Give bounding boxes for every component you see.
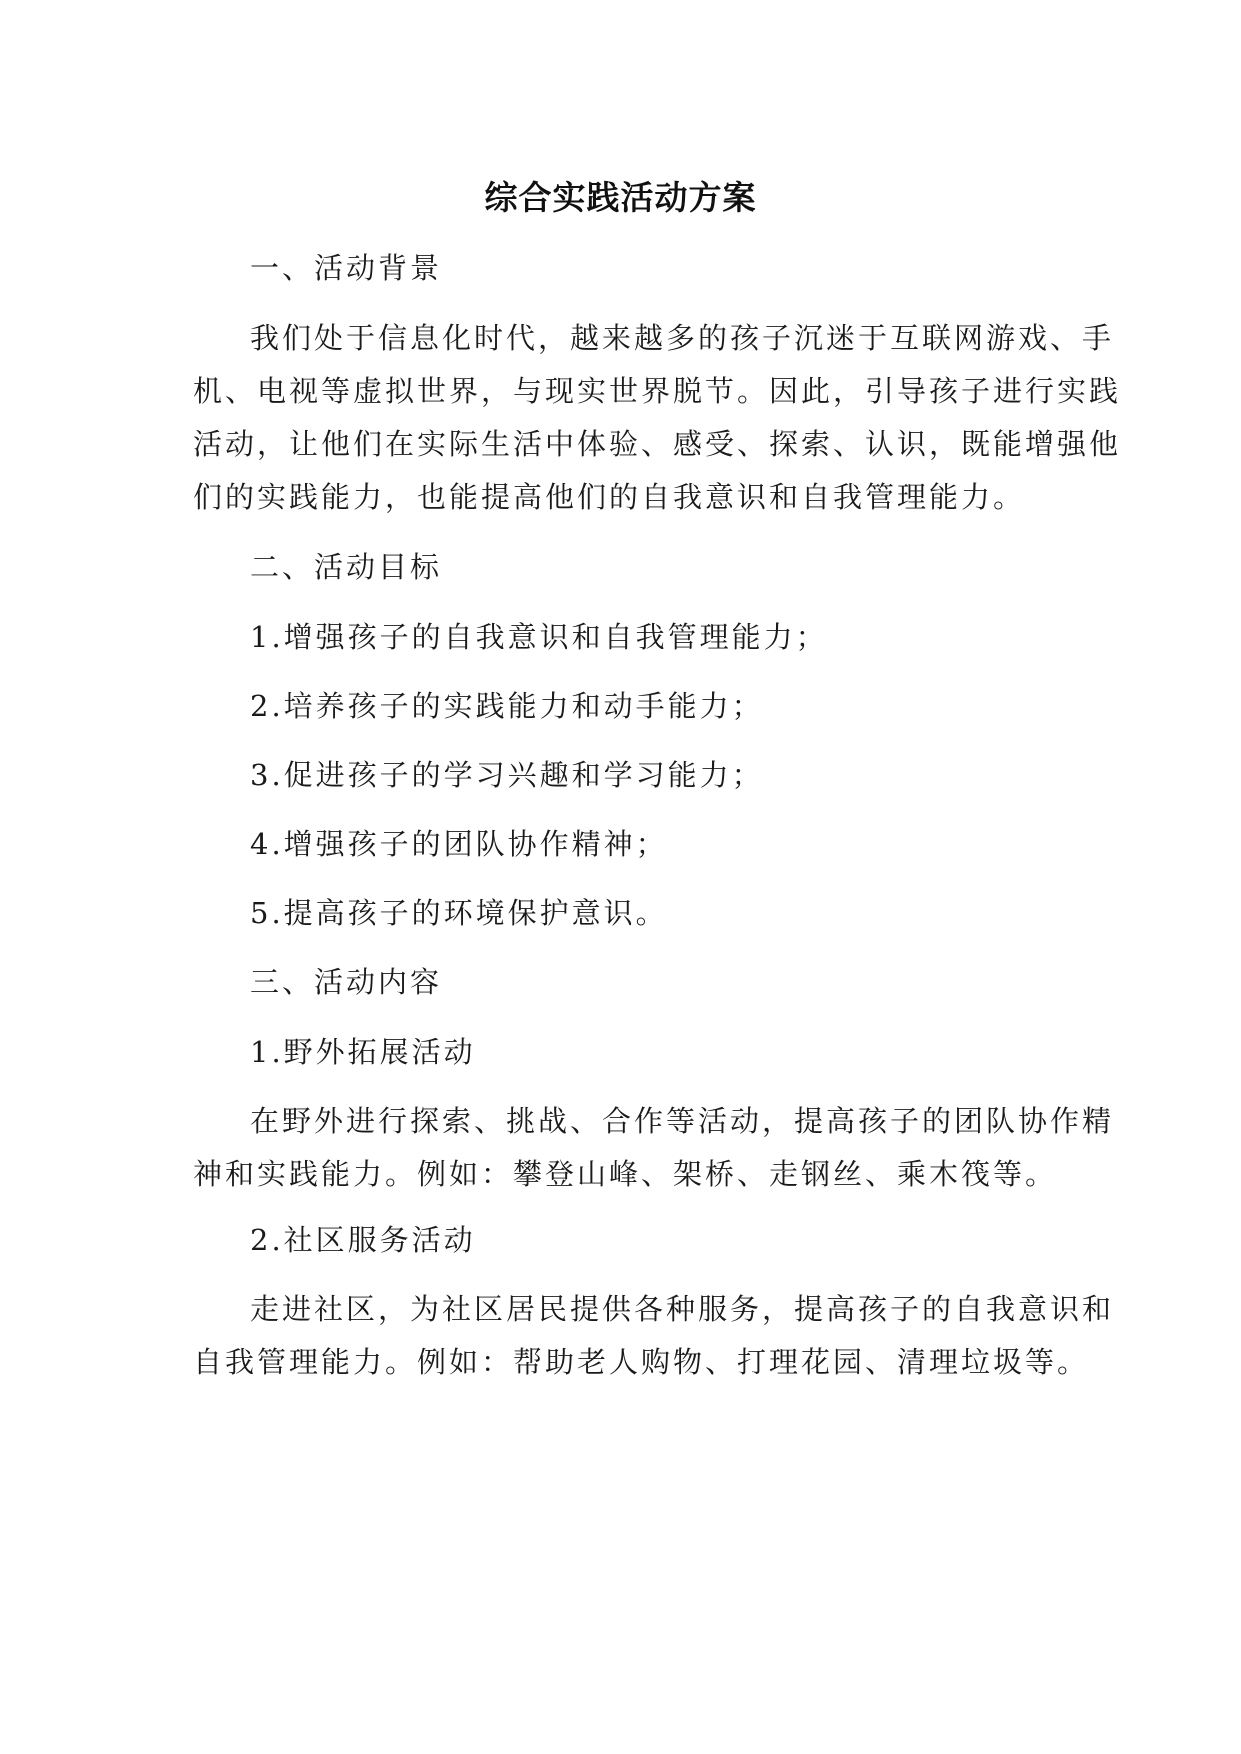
goal-item: 5.提高孩子的环境保护意识。 — [250, 896, 668, 930]
paragraph-line: 机、电视等虚拟世界，与现实世界脱节。因此，引导孩子进行实践 — [193, 374, 1122, 408]
paragraph-line: 自我管理能力。例如：帮助老人购物、打理花园、清理垃圾等。 — [193, 1345, 1090, 1379]
section-heading-goals: 二、活动目标 — [250, 550, 443, 584]
section-heading-background: 一、活动背景 — [250, 251, 443, 285]
subsection-heading-community: 2.社区服务活动 — [250, 1223, 476, 1257]
goal-item: 4.增强孩子的团队协作精神； — [250, 827, 668, 861]
subsection-heading-outdoor: 1.野外拓展活动 — [250, 1035, 476, 1069]
goal-item: 2.培养孩子的实践能力和动手能力； — [250, 689, 764, 723]
paragraph-line: 在野外进行探索、挑战、合作等活动，提高孩子的团队协作精 — [250, 1104, 1115, 1138]
paragraph-line: 活动，让他们在实际生活中体验、感受、探索、认识，既能增强他 — [193, 427, 1122, 461]
goal-item: 3.促进孩子的学习兴趣和学习能力； — [250, 758, 764, 792]
section-heading-content: 三、活动内容 — [250, 965, 443, 999]
paragraph-line: 们的实践能力，也能提高他们的自我意识和自我管理能力。 — [193, 480, 1026, 514]
paragraph-line: 我们处于信息化时代，越来越多的孩子沉迷于互联网游戏、手 — [250, 321, 1115, 355]
paragraph-line: 神和实践能力。例如：攀登山峰、架桥、走钢丝、乘木筏等。 — [193, 1157, 1058, 1191]
paragraph-line: 走进社区，为社区居民提供各种服务，提高孩子的自我意识和 — [250, 1292, 1115, 1326]
goal-item: 1.增强孩子的自我意识和自我管理能力； — [250, 620, 828, 654]
document-title: 综合实践活动方案 — [484, 178, 757, 217]
